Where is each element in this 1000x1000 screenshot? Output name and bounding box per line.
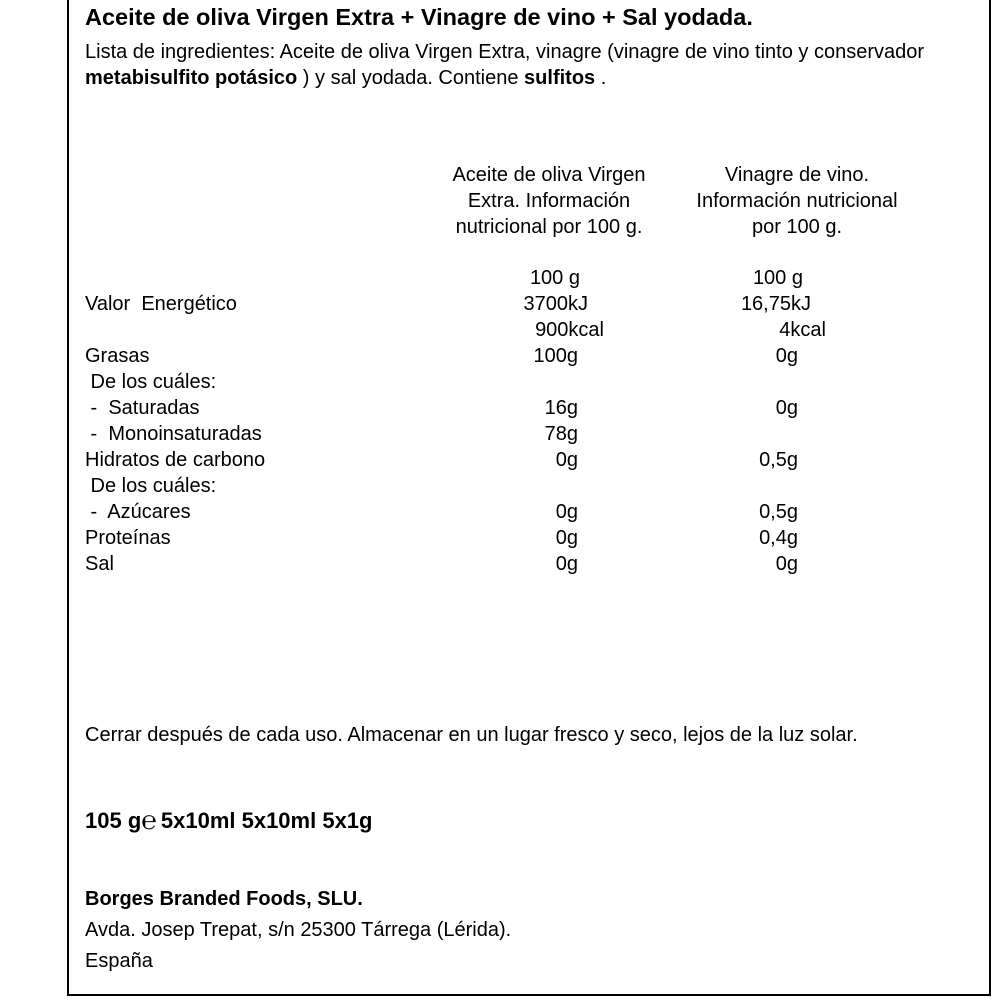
col-header-line: nutricional por 100 g. xyxy=(455,216,643,238)
company-address: Avda. Josep Trepat, s/n 25300 Tárrega (Lérida). xyxy=(85,919,512,941)
row-value-olive: 0g xyxy=(555,501,578,523)
row-value-olive: 16g xyxy=(544,397,578,419)
net-quantity xyxy=(85,805,373,835)
row-value-vinegar: 0,5g xyxy=(759,449,798,471)
row-value-olive: 100 g xyxy=(529,267,580,289)
company-country: España xyxy=(85,950,153,972)
row-value-olive: 78g xyxy=(544,423,578,445)
col-header-line: Vinagre de vino. xyxy=(724,164,870,186)
col-header-olive-oil xyxy=(420,162,678,240)
row-value-vinegar: 0g xyxy=(775,397,798,419)
row-value-olive: 900kcal xyxy=(535,319,604,341)
col-header-line: Aceite de oliva Virgen xyxy=(452,164,646,186)
row-value-olive: 3700kJ xyxy=(523,293,588,315)
row-label: - Monoinsaturadas xyxy=(85,423,262,445)
row-label: Valor Energético xyxy=(85,293,237,315)
col-header-line: por 100 g. xyxy=(751,216,843,238)
row-label: - Azúcares xyxy=(85,501,191,523)
estimated-sign-icon: ℮ xyxy=(141,805,157,835)
row-value-olive: 0g xyxy=(555,449,578,471)
row-label: - Saturadas xyxy=(85,397,200,419)
row-value-olive: 0g xyxy=(555,527,578,549)
allergen-metabisulfito: metabisulfito potásico xyxy=(85,67,298,89)
row-value-vinegar: 0g xyxy=(775,345,798,367)
row-value-vinegar: 4kcal xyxy=(779,319,826,341)
ingredients-list xyxy=(85,39,965,91)
row-label: Proteínas xyxy=(85,527,171,549)
row-value-vinegar: 0,5g xyxy=(759,501,798,523)
company-name: Borges Branded Foods, SLU. xyxy=(85,888,363,910)
row-value-vinegar: 0g xyxy=(775,553,798,575)
net-weight: 105 g xyxy=(85,808,142,833)
row-label: De los cuáles: xyxy=(85,475,217,497)
row-value-olive: 100g xyxy=(533,345,578,367)
row-value-vinegar: 100 g xyxy=(752,267,803,289)
row-label: De los cuáles: xyxy=(85,371,217,393)
row-label: Grasas xyxy=(85,345,150,367)
ingredients-text-3: . xyxy=(595,67,607,89)
col-header-line: Extra. Información xyxy=(467,190,631,212)
row-label: Hidratos de carbono xyxy=(85,449,266,471)
row-value-olive: 0g xyxy=(555,553,578,575)
row-value-vinegar: 16,75kJ xyxy=(740,293,811,315)
product-title: Aceite de oliva Virgen Extra + Vinagre de vino + Sal yodada. xyxy=(85,4,753,30)
portion-sizes: 5x10ml 5x10ml 5x1g xyxy=(160,808,373,833)
storage-instructions: Cerrar después de cada uso. Almacenar en un lugar fresco y seco, lejos de la luz solar. xyxy=(85,724,858,746)
ingredients-text-2: ) y sal yodada. Contiene xyxy=(297,67,525,89)
col-header-line: Información nutricional xyxy=(696,190,898,212)
row-label: Sal xyxy=(85,553,114,575)
col-header-vinegar xyxy=(672,162,922,240)
allergen-sulfitos: sulfitos xyxy=(524,67,596,89)
ingredients-text-1: Lista de ingredientes: Aceite de oliva Virgen Extra, vinagre (vinagre de vino tinto y conservador xyxy=(85,41,925,63)
row-value-vinegar: 0,4g xyxy=(759,527,798,549)
